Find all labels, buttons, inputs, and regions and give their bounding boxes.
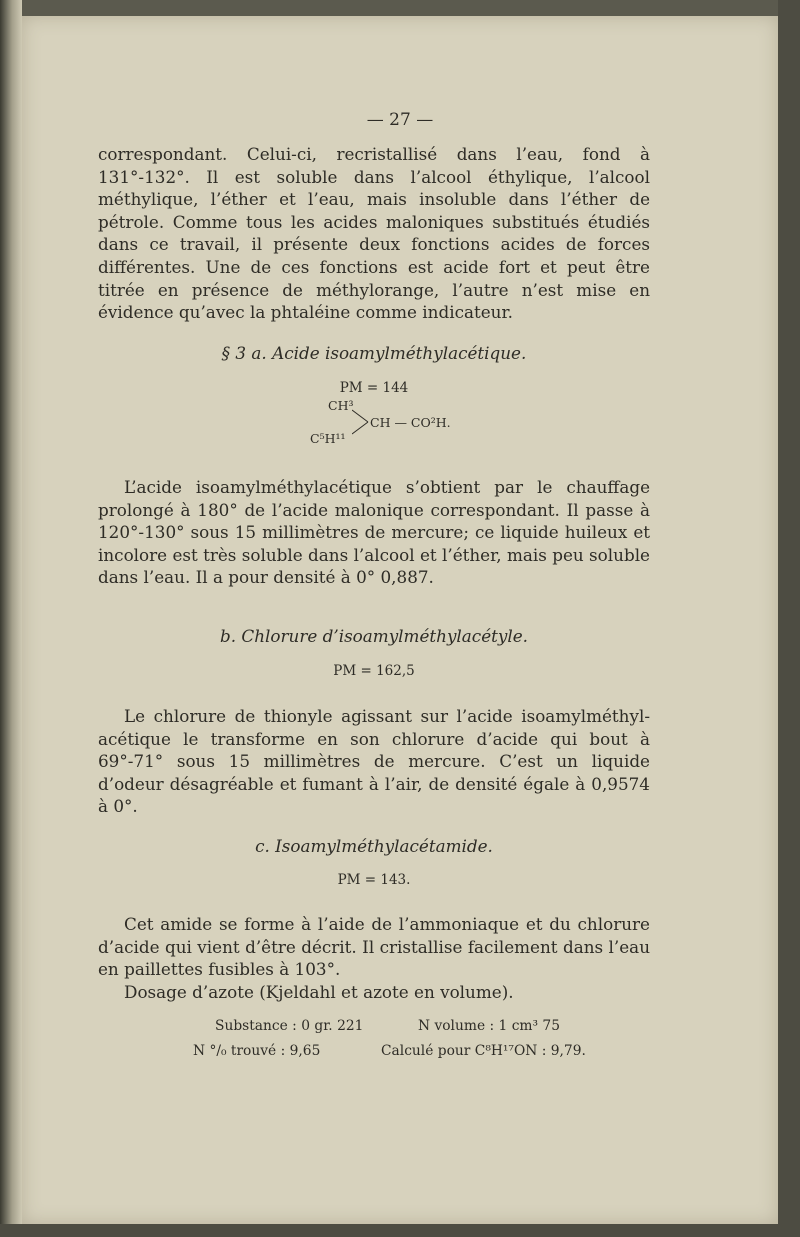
substance-value: Substance : 0 gr. 221 <box>215 1018 364 1034</box>
book-spine-shadow <box>0 0 22 1237</box>
page-number: — 27 — <box>366 110 434 130</box>
formula-bond-lines <box>352 408 370 436</box>
n-found-value: N °/₀ trouvé : 9,65 <box>193 1043 321 1059</box>
intro-paragraph: correspondant. Celui-ci, recristallisé dans l’eau, fond à 131°-132°. Il est soluble dans l’alcool éthylique, l’alcool méthylique, l’éther et l’eau, mais insoluble dans l’éther de pétrole. Comme tous les acides maloniques substitués étudiés dans ce travail, il présente deux fonctions acides de forces différentes. Une de ces fonctions est acide fort et peut être titrée en présence de méthylorange, l’autre n’est mise en évidence qu’avec la phtaléine comme indicateur. <box>98 144 650 323</box>
page-edge-bottom <box>0 1224 800 1237</box>
structural-formula <box>300 398 500 450</box>
section-a-body: L’acide isoamylméthylacétique s’obtient par le chauffage prolongé à 180° de l’acide malonique correspondant. Il passe à 120°-130° sous 15 millimètres de mercure; ce liquide huileux et incolore est très soluble dans l’alcool et l’éther, mais peu soluble dans l’eau. Il a pour densité à 0° 0,887. <box>98 477 650 588</box>
section-c-pm: PM = 143. <box>337 872 411 888</box>
section-c-body: Cet amide se forme à l’aide de l’ammoniaque et du chlorure d’acide qui vient d’être décrit. Il cristallise facilement dans l’eau en paillettes fusibles à 103°. Dosage d’azote (Kjeldahl et azote en volume). <box>98 914 650 1002</box>
formula-ch3: CH³ <box>328 398 354 413</box>
section-a-title: § 3 a. Acide isoamylméthylacétique. <box>221 343 527 363</box>
section-b-body: Le chlorure de thionyle agissant sur l’acide isoamylméthyl-acétique le transforme en son chlorure d’acide qui bout à 69°-71° sous 15 millimètres de mercure. C’est un liquide d’odeur désagréable et fumant à l’air, de densité égale à 0,9574 à 0°. <box>98 706 650 817</box>
n-volume-value: N volume : 1 cm³ 75 <box>418 1018 560 1034</box>
formula-ch-co2h: CH — CO²H. <box>370 415 451 430</box>
section-c-title: c. Isoamylméthylacétamide. <box>255 836 493 856</box>
dosage-line: Dosage d’azote (Kjeldahl et azote en volume). <box>124 981 514 1002</box>
section-b-title: b. Chlorure d’isoamylméthylacétyle. <box>219 626 528 646</box>
calculated-value: Calculé pour C⁸H¹⁷ON : 9,79. <box>381 1043 586 1059</box>
formula-c5h11: C⁵H¹¹ <box>310 431 346 446</box>
section-a-pm: PM = 144 <box>339 380 409 396</box>
section-b-pm: PM = 162,5 <box>333 663 415 679</box>
page-edge-right <box>778 0 800 1237</box>
